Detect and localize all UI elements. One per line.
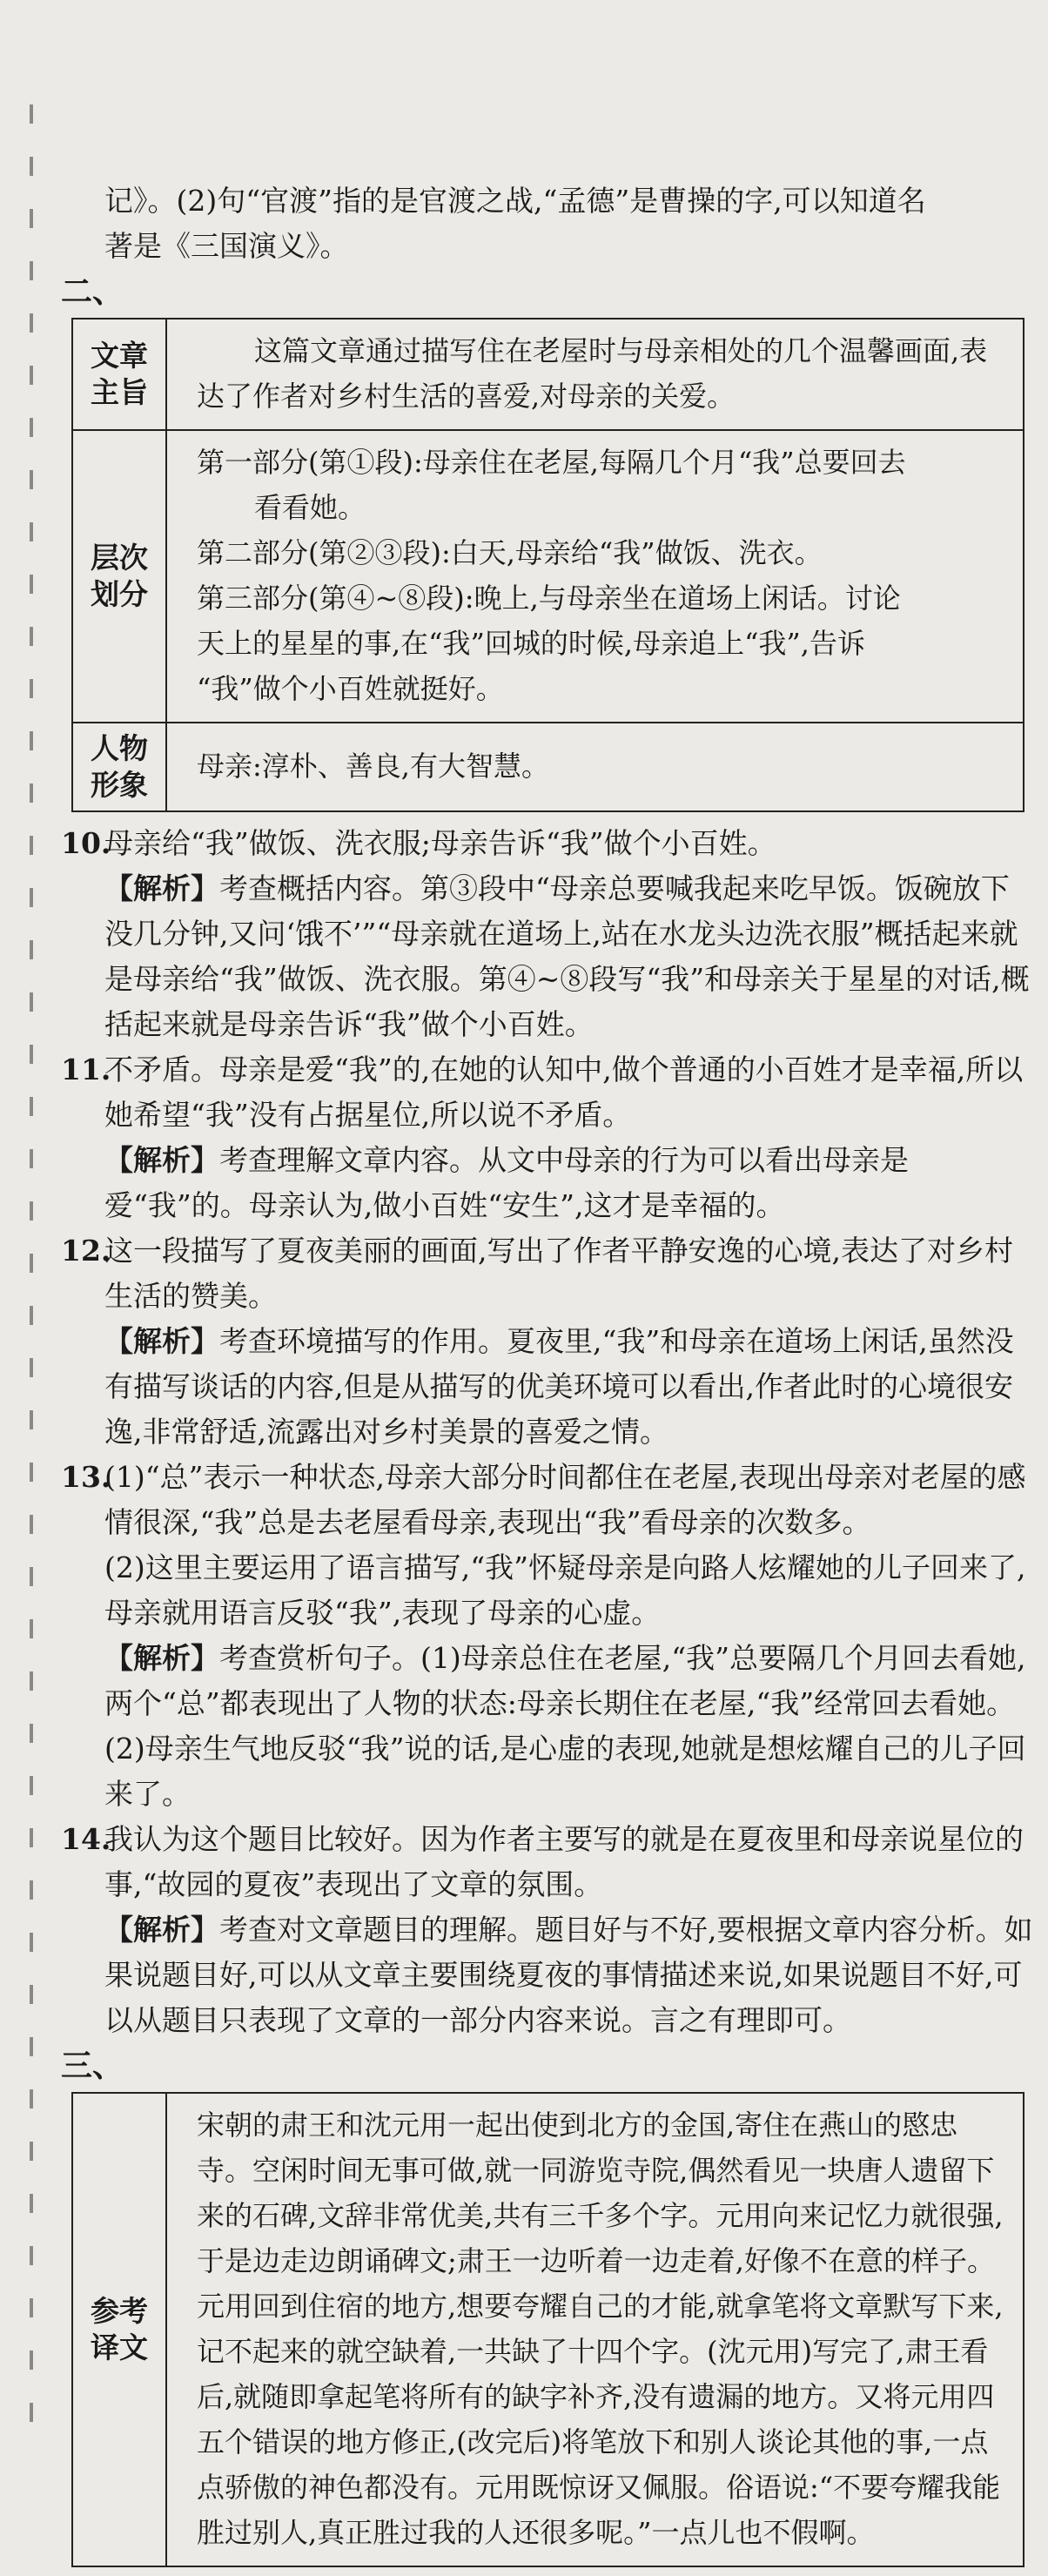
question-11-analysis bbox=[61, 1138, 1034, 1228]
theme-cell bbox=[166, 319, 1024, 430]
answer-text: (2)这里主要运用了语言描写,“我”怀疑母亲是向路人炫耀她的儿子回来了,母亲就用语言反驳“我”,表现了母亲的心虚。 bbox=[104, 1550, 1026, 1630]
answer-content bbox=[61, 178, 1034, 2576]
analysis-tag: 【解析】 bbox=[104, 1913, 219, 1947]
question-10-analysis bbox=[61, 866, 1034, 1047]
question-number: 14. bbox=[61, 1822, 111, 1856]
question-13-answer-1 bbox=[61, 1455, 1034, 1545]
character-label: 人物形象 bbox=[72, 723, 166, 811]
question-12-analysis bbox=[61, 1319, 1034, 1455]
question-number: 13. bbox=[61, 1460, 111, 1494]
translation-cell bbox=[166, 2093, 1024, 2566]
question-13-answer-2 bbox=[61, 1545, 1034, 1636]
answer-text: (1)“总”表示一种状态,母亲大部分时间都住在老屋,表现出母亲对老屋的感情很深,“我”总是去老屋看母亲,表现出“我”看母亲的次数多。 bbox=[104, 1460, 1026, 1539]
layer-line-4: 第三部分(第④~⑧段):晚上,与母亲坐在道场上闲话。讨论 bbox=[197, 582, 901, 615]
analysis-tag: 【解析】 bbox=[104, 1641, 219, 1675]
section-heading-3: 三、 bbox=[61, 2048, 124, 2084]
question-11-answer bbox=[61, 1047, 1034, 1138]
section-heading-2: 二、 bbox=[61, 273, 124, 310]
analysis-tag: 【解析】 bbox=[104, 1143, 219, 1177]
translation-label: 参考译文 bbox=[72, 2093, 166, 2566]
answer-text: 不矛盾。母亲是爱“我”的,在她的认知中,做个普通的小百姓才是幸福,所以她希望“我”没有占据星位,所以说不矛盾。 bbox=[104, 1053, 1024, 1132]
analysis-tag: 【解析】 bbox=[104, 1324, 219, 1358]
translation-text: 宋朝的肃王和沈元用一起出使到北方的金国,寄住在燕山的愍忠寺。空闲时间无事可做,就一同游览寺院,偶然看见一块唐人遗留下来的石碑,文辞非常优美,共有三千多个字。元用向来记忆力就很强,于是边走边朗诵碑文;肃王一边听着一边走着,好像不在意的样子。元用回到住宿的地方,想要夸耀自己的才能,就拿笔将文章默写下来,记不起来的就空缺着,一共缺了十四个字。(沈元用)写完了,肃王看后,就随即拿起笔将所有的缺字补齐,没有遗漏的地方。又将元用四五个错误的地方修正,(改完后)将笔放下和别人谈论其他的事,一点点骄傲的神色都没有。元用既惊讶又佩服。俗语说:“不要夸耀我能胜过别人,真正胜过我的人还很多呢。”一点儿也不假啊。 bbox=[197, 2109, 1004, 2549]
character-cell bbox=[166, 723, 1024, 811]
question-13-analysis bbox=[61, 1636, 1034, 1817]
theme-line-2: 达了作者对乡村生活的喜爱,对母亲的关爱。 bbox=[197, 380, 736, 413]
analysis-text: 考查概括内容。第③段中“母亲总要喊我起来吃早饭。饭碗放下没几分钟,又问‘饿不’”“母亲就在道场上,站在水龙头边洗衣服”概括起来就是母亲给“我”做饭、洗衣服。第④~⑧段写“我”和母亲关于星星的对话,概括起来就是母亲告诉“我”做个小百姓。 bbox=[104, 871, 1030, 1041]
table-row-theme bbox=[72, 319, 1024, 430]
analysis-text: 考查理解文章内容。从文中母亲的行为可以看出母亲是爱“我”的。母亲认为,做小百姓“安生”,这才是幸福的。 bbox=[104, 1143, 909, 1222]
analysis-text: 考查对文章题目的理解。题目好与不好,要根据文章内容分析。如果说题目好,可以从文章主要围绕夏夜的事情描述来说,如果说题目不好,可以从题目只表现了文章的一部分内容来说。言之有理即可。 bbox=[104, 1913, 1033, 2037]
question-number: 12. bbox=[61, 1234, 111, 1268]
answer-text: 母亲给“我”做饭、洗衣服;母亲告诉“我”做个小百姓。 bbox=[104, 826, 776, 860]
layer-line-3: 第二部分(第②③段):白天,母亲给“我”做饭、洗衣。 bbox=[197, 536, 823, 569]
continued-answer-line-1: 记》。(2)句“官渡”指的是官渡之战,“孟德”是曹操的字,可以知道名 bbox=[104, 184, 926, 218]
theme-label: 文章主旨 bbox=[72, 319, 166, 430]
continued-answer-line-2: 著是《三国演义》。 bbox=[104, 229, 349, 263]
binding-margin-rule bbox=[30, 104, 33, 2455]
analysis-text: 考查赏析句子。(1)母亲总住在老屋,“我”总要隔几个月回去看她,两个“总”都表现出了人物的状态:母亲长期住在老屋,“我”经常回去看她。(2)母亲生气地反驳“我”说的话,是心虚的表现,她就是想炫耀自己的儿子回来了。 bbox=[104, 1641, 1026, 1811]
answer-text: 我认为这个题目比较好。因为作者主要写的就是在夏夜里和母亲说星位的事,“故园的夏夜”表现出了文章的氛围。 bbox=[104, 1822, 1024, 1901]
table-row-layers bbox=[72, 430, 1024, 723]
question-14-answer bbox=[61, 1817, 1034, 1907]
question-number: 11. bbox=[61, 1053, 111, 1086]
question-12-answer bbox=[61, 1228, 1034, 1319]
question-10-answer bbox=[61, 821, 1034, 866]
analysis-tag: 【解析】 bbox=[104, 871, 219, 905]
layer-line-6: “我”做个小百姓就挺好。 bbox=[197, 672, 504, 705]
table-row-character bbox=[72, 723, 1024, 811]
analysis-text: 考查环境描写的作用。夏夜里,“我”和母亲在道场上闲话,虽然没有描写谈话的内容,但是从描写的优美环境可以看出,作者此时的心境很安逸,非常舒适,流露出对乡村美景的喜爱之情。 bbox=[104, 1324, 1014, 1449]
layers-label: 层次划分 bbox=[72, 430, 166, 723]
table-row-translation bbox=[72, 2093, 1024, 2566]
layer-line-5: 天上的星星的事,在“我”回城的时候,母亲追上“我”,告诉 bbox=[197, 627, 865, 660]
reading-summary-table bbox=[71, 318, 1024, 812]
layers-cell bbox=[166, 430, 1024, 723]
theme-line-1: 这篇文章通过描写住在老屋时与母亲相处的几个温馨画面,表 bbox=[254, 334, 988, 367]
question-number: 10. bbox=[61, 826, 111, 860]
character-text: 母亲:淳朴、善良,有大智慧。 bbox=[197, 750, 549, 783]
layer-line-2: 看看她。 bbox=[254, 491, 366, 524]
answer-text: 这一段描写了夏夜美丽的画面,写出了作者平静安逸的心境,表达了对乡村生活的赞美。 bbox=[104, 1234, 1013, 1313]
translation-table bbox=[71, 2092, 1024, 2567]
question-14-analysis bbox=[61, 1907, 1034, 2043]
layer-line-1: 第一部分(第①段):母亲住在老屋,每隔几个月“我”总要回去 bbox=[197, 446, 906, 479]
